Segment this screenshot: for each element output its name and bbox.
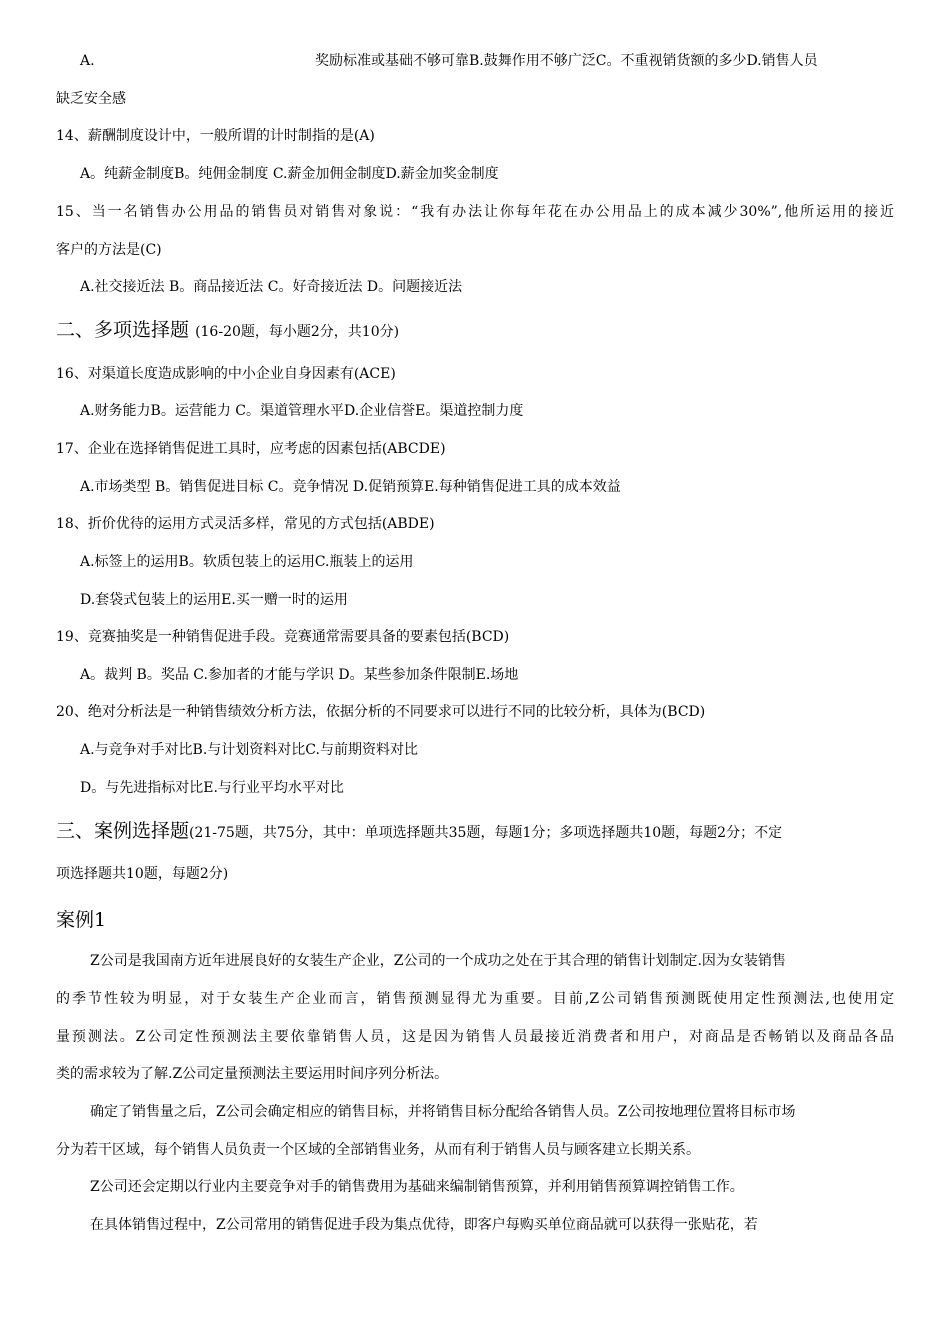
q20-options-line1: A.与竞争对手对比B.与计划资料对比C.与前期资料对比 [80,742,418,758]
case1-p1-line4: 类的需求较为了解.Z公司定量预测法主要运用时间序列分析法。 [56,1066,449,1082]
section2-heading [56,318,399,344]
q13-options: 奖励标准或基础不够可靠B.鼓舞作用不够广泛C。不重视销货额的多少D.销售人员 [315,53,818,69]
case1-p1-line2: 的季节性较为明显，对于女装生产企业而言，销售预测显得尤为重要。目前,Z公司销售预测既使用定性预测法,也使用定 [56,991,894,1007]
section3-note-line2: 项选择题共10题，每题2分) [56,866,229,882]
q18-options-line2: D.套袋式包装上的运用E.买一赠一时的运用 [80,592,348,608]
case1-title: 案例1 [56,909,107,931]
section3-heading [56,819,782,845]
case1-p2-line1: 确定了销售量之后，Z公司会确定相应的销售目标，并将销售目标分配给各销售人员。Z公司按地理位置将目标市场 [90,1104,796,1120]
q19-stem: 19、竞赛抽奖是一种销售促进手段。竞赛通常需要具备的要素包括(BCD) [56,629,510,645]
q20-options-line2: D。与先进指标对比E.与行业平均水平对比 [80,780,344,796]
section3-title: 三、案例选择题 [56,820,190,842]
q15-stem-line2: 客户的方法是(C) [56,242,162,258]
q20-stem: 20、绝对分析法是一种销售绩效分析方法，依据分析的不同要求可以进行不同的比较分析，具体为(BCD) [56,704,706,720]
q15-stem-line1: 15、当一名销售办公用品的销售员对销售对象说：“我有办法让你每年花在办公用品上的成本减少30%”,他所运用的接近 [56,204,894,220]
q14-options: A。纯薪金制度B。纯佣金制度 C.薪金加佣金制度D.薪金加奖金制度 [80,166,499,182]
q13-options-continued: 缺乏安全感 [56,91,126,107]
q17-options: A.市场类型 B。销售促进目标 C。竞争情况 D.促销预算E.每种销售促进工具的成本效益 [80,479,621,495]
q18-options-line1: A.标签上的运用B。软质包装上的运用C.瓶装上的运用 [80,554,414,570]
q15-options: A.社交接近法 B。商品接近法 C。好奇接近法 D。问题接近法 [80,279,463,295]
q19-options: A。裁判 B。奖品 C.参加者的才能与学识 D。某些参加条件限制E.场地 [80,667,519,683]
case1-p3: Z公司还会定期以行业内主要竞争对手的销售费用为基础来编制销售预算，并利用销售预算调控销售工作。 [90,1179,744,1195]
section3-note-line1: (21-75题，共75分，其中：单项选择题共35题，每题1分；多项选择题共10题，每题2分；不定 [189,825,783,841]
q14-stem: 14、薪酬制度设计中，一般所谓的计时制指的是(A) [56,128,375,144]
q16-options: A.财务能力B。运营能力 C。渠道管理水平D.企业信誉E。渠道控制力度 [80,403,524,419]
q16-stem: 16、对渠道长度造成影响的中小企业自身因素有(ACE) [56,366,396,382]
case1-p4: 在具体销售过程中，Z公司常用的销售促进手段为集点优待，即客户每购买单位商品就可以获得一张贴花，若 [90,1217,758,1233]
case1-p2-line2: 分为若干区域，每个销售人员负责一个区域的全部销售业务，从而有利于销售人员与顾客建立长期关系。 [56,1142,700,1158]
q13-option-a-prefix: A. [80,53,95,69]
q18-stem: 18、折价优待的运用方式灵活多样，常见的方式包括(ABDE) [56,516,435,532]
case1-p1-line1: Z公司是我国南方近年进展良好的女装生产企业，Z公司的一个成功之处在于其合理的销售计划制定.因为女装销售 [90,953,786,969]
section2-title: 二、多项选择题 [56,319,190,341]
section2-note: (16-20题，每小题2分，共10分) [195,324,400,340]
q17-stem: 17、企业在选择销售促进工具时，应考虑的因素包括(ABCDE) [56,441,446,457]
case1-p1-line3: 量预测法。Z公司定性预测法主要依靠销售人员，这是因为销售人员最接近消费者和用户，对商品是否畅销以及商品各品 [56,1029,894,1045]
